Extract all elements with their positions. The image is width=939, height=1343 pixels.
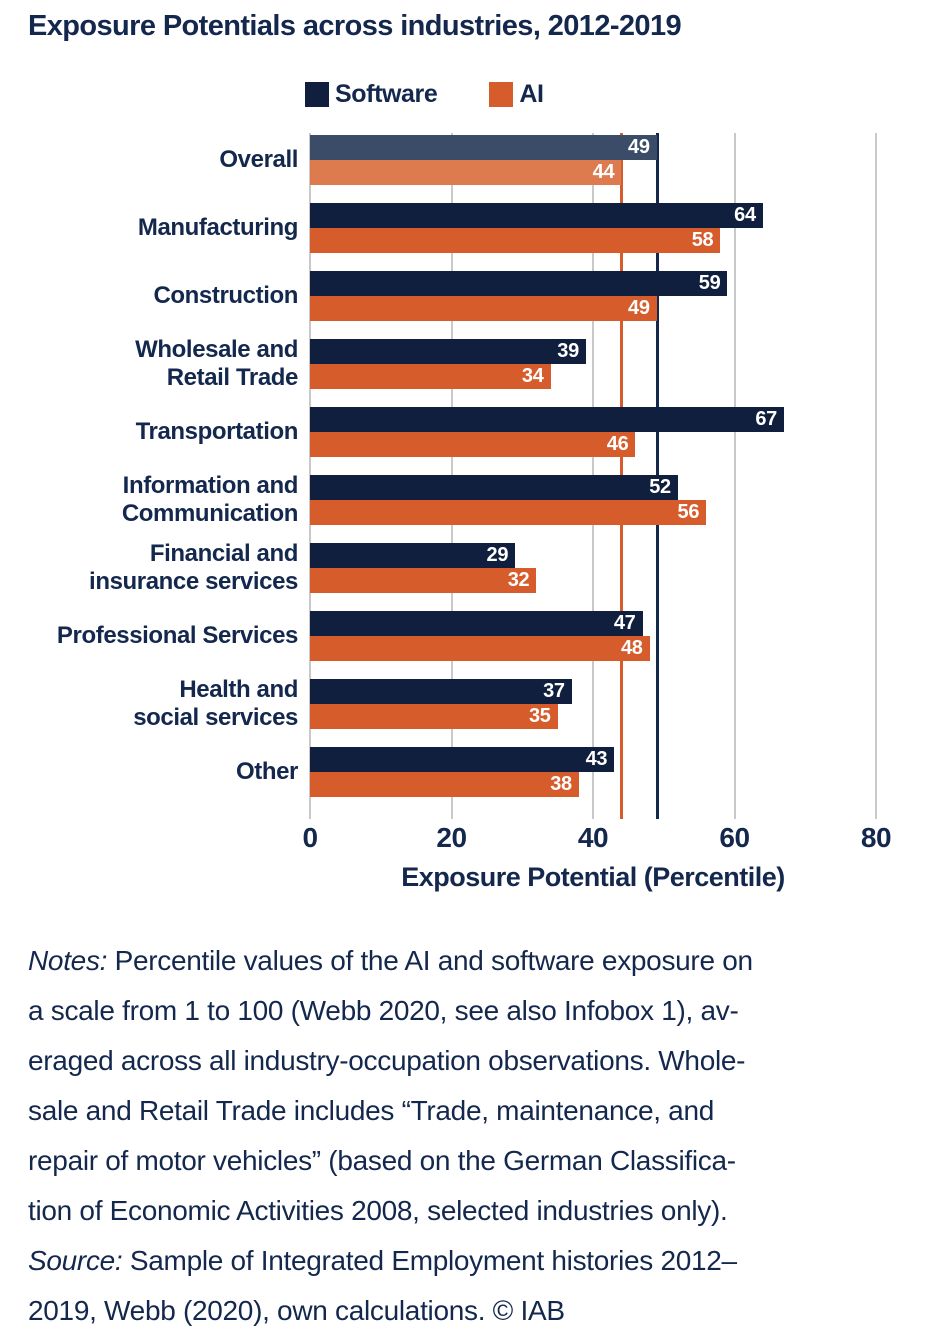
legend-swatch-software: [305, 82, 329, 107]
bar-value-label: 47: [613, 612, 636, 634]
x-axis-title: Exposure Potential (Percentile): [401, 862, 785, 892]
bar-rows: [56, 135, 876, 797]
notes-line: Source: Sample of Integrated Employment histories 2012–: [28, 1245, 737, 1276]
bar-ai: [310, 636, 650, 661]
notes-block: [28, 936, 918, 1336]
category-row: [89, 540, 876, 595]
bar-ai: [310, 296, 657, 321]
category-label: Transportation: [135, 418, 298, 445]
bar-software: [310, 407, 784, 432]
bar-value-label: 46: [606, 433, 629, 455]
category-label: Manufacturing: [137, 214, 298, 241]
notes-line: tion of Economic Activities 2008, selected industries only).: [28, 1195, 728, 1226]
bar-software: [310, 475, 678, 500]
bar-value-label: 58: [691, 229, 714, 251]
legend-item-ai: [489, 80, 543, 109]
x-tick-label: 20: [436, 822, 467, 853]
bar-value-label: 48: [620, 637, 643, 659]
bar-software: [310, 747, 614, 772]
x-tick-label: 80: [860, 822, 892, 853]
x-tick-label: 60: [719, 822, 750, 853]
category-label: Financial and insurance services: [89, 540, 298, 595]
category-row: [133, 676, 876, 731]
plot-area: [56, 133, 876, 810]
legend: [305, 80, 544, 109]
bar-value-label: 59: [698, 272, 721, 294]
bar-ai: [310, 364, 551, 389]
category-row: [219, 135, 876, 185]
bar-ai: [310, 568, 536, 593]
bar-value-label: 32: [507, 569, 530, 591]
axis-tick: [592, 810, 594, 819]
x-tick-label: 0: [302, 822, 318, 853]
bar-value-label: 35: [528, 705, 551, 727]
bar-software: [310, 203, 763, 228]
category-label: Professional Services: [56, 622, 298, 649]
bar-value-label: 34: [521, 365, 544, 387]
chart-title: Exposure Potentials across industries, 2012-2019: [28, 10, 682, 42]
category-row: [137, 203, 876, 253]
bar-ai: [310, 228, 720, 253]
legend-item-software: [305, 80, 437, 109]
bar-software: [310, 679, 572, 704]
bar-software: [310, 135, 657, 160]
bar-value-label: 49: [628, 297, 650, 319]
bar-ai: [310, 500, 706, 525]
axis-tick: [451, 810, 453, 819]
category-label: Overall: [219, 146, 298, 173]
bar-ai: [310, 432, 635, 457]
notes-line: sale and Retail Trade includes “Trade, maintenance, and: [28, 1095, 714, 1126]
axis-tick: [734, 810, 736, 819]
notes-line: eraged across all industry-occupation observations. Whole-: [28, 1045, 746, 1076]
legend-label-software: Software: [335, 80, 438, 108]
category-label: Construction: [153, 282, 298, 309]
notes-line: Notes: Percentile values of the AI and software exposure on: [28, 945, 753, 976]
category-row: [153, 271, 876, 321]
legend-swatch-ai: [489, 82, 513, 107]
notes-line: 2019, Webb (2020), own calculations. © IAB: [28, 1295, 565, 1326]
bar-value-label: 39: [557, 340, 579, 362]
legend-label-ai: AI: [519, 80, 544, 108]
bar-ai: [310, 704, 558, 729]
bar-value-label: 64: [734, 204, 756, 226]
category-row: [235, 747, 876, 797]
category-row: [56, 611, 876, 661]
bar-value-label: 44: [592, 161, 615, 183]
category-label: Information and Communication: [121, 472, 298, 527]
category-row: [135, 336, 876, 391]
category-row: [121, 472, 876, 527]
bar-software: [310, 543, 515, 568]
bar-value-label: 38: [550, 773, 572, 795]
bar-value-label: 67: [755, 408, 778, 430]
category-label: Health and social services: [133, 676, 298, 731]
axis-tick: [309, 810, 311, 819]
notes-line: a scale from 1 to 100 (Webb 2020, see also Infobox 1), av-: [28, 995, 739, 1026]
bar-value-label: 37: [543, 680, 565, 702]
bar-software: [310, 339, 586, 364]
bar-ai: [310, 772, 579, 797]
notes-line: repair of motor vehicles” (based on the German Classifica-: [28, 1145, 736, 1176]
axis-tick: [875, 810, 877, 819]
category-label: Other: [235, 758, 298, 785]
bar-software: [310, 271, 727, 296]
bar-software: [310, 611, 643, 636]
bar-chart: [56, 133, 892, 892]
bar-value-label: 56: [677, 501, 700, 523]
x-axis-tick-labels: [302, 822, 892, 856]
bar-value-label: 52: [649, 476, 671, 498]
category-label: Wholesale and Retail Trade: [135, 336, 298, 391]
category-row: [135, 407, 876, 457]
bar-value-label: 29: [486, 544, 509, 566]
bar-ai: [310, 160, 621, 185]
bar-value-label: 49: [628, 136, 650, 158]
bar-value-label: 43: [585, 748, 608, 770]
x-tick-label: 40: [577, 822, 609, 853]
